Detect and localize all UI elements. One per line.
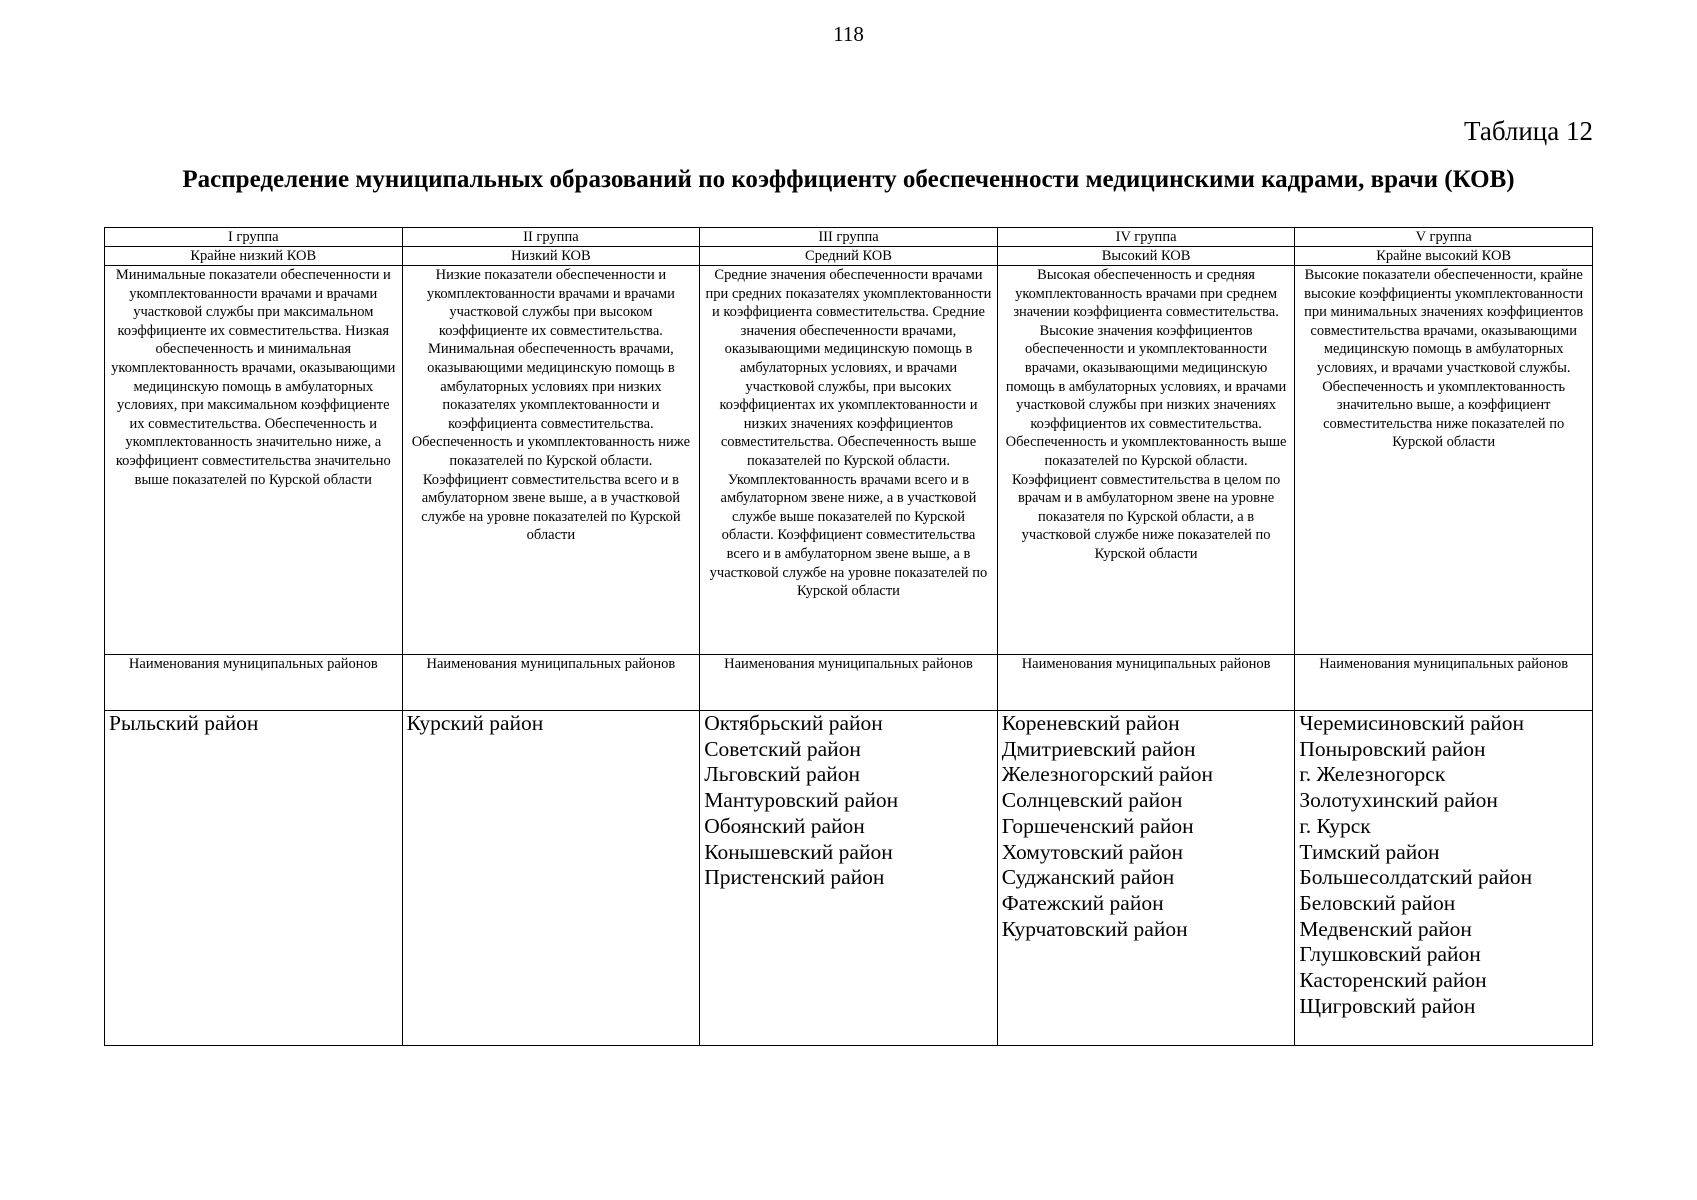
table-label: Таблица 12 — [1464, 116, 1593, 146]
names-header-cell: Наименования муниципальных районов — [105, 655, 403, 711]
names-header-cell: Наименования муниципальных районов — [1295, 655, 1593, 711]
group-description-cell: Высокая обеспеченность и средняя укомплектованность врачами при среднем значении коэффициента совместительства. Высокие значения коэффициентов обеспеченности и укомплектованности врачами, оказывающими медицинскую помощь в амбулаторных условиях, и врачами участковой службы при низких значениях коэффициентов их совместительства. Обеспеченность и укомплектованность выше показателей по Курской области. Коэффициент совместительства в целом по врачам и в амбулаторном звене на уровне показателя по Курской области, а в участковой службе ниже показателей по Курской области — [997, 266, 1295, 655]
district-item: г. Железногорск — [1299, 762, 1446, 787]
district-item: Глушковский район — [1299, 942, 1481, 967]
district-list — [1002, 711, 1291, 942]
district-item: Щигровский район — [1299, 993, 1476, 1018]
names-header-cell: Наименования муниципальных районов — [700, 655, 998, 711]
district-item: Хомутовский район — [1001, 839, 1183, 864]
district-item: Конышевский район — [704, 839, 893, 864]
district-item: Советский район — [704, 736, 861, 761]
district-item: Льговский район — [704, 762, 861, 787]
names-header-row — [105, 655, 1593, 711]
district-item: Мантуровский район — [704, 788, 899, 813]
group-name-cell: IV группа — [997, 228, 1295, 247]
district-item: Фатежский район — [1001, 890, 1164, 915]
district-item: Дмитриевский район — [1001, 736, 1196, 761]
group-level-cell: Крайне низкий КОВ — [105, 247, 403, 266]
districts-cell — [1295, 711, 1593, 1046]
district-item: Суджанский район — [1001, 865, 1175, 890]
district-item: Пристенский район — [704, 865, 885, 890]
group-name-row — [105, 228, 1593, 247]
district-item: Медвенский район — [1299, 916, 1472, 941]
district-item: Тимский район — [1299, 839, 1440, 864]
district-item: Солнцевский район — [1001, 788, 1183, 813]
district-item: г. Курск — [1299, 813, 1371, 838]
districts-cell — [105, 711, 403, 1046]
districts-cell — [700, 711, 998, 1046]
group-description-cell: Высокие показатели обеспеченности, крайне высокие коэффициенты укомплектованности при минимальных значениях коэффициентов совместительства врачами, оказывающими медицинскую помощь в амбулаторных условиях, и врачами участковой службы. Обеспеченность и укомплектованность значительно выше, а коэффициент совместительства ниже показателей по Курской области — [1295, 266, 1593, 655]
district-item: Черемисиновский район — [1299, 711, 1525, 735]
district-item: Кореневский район — [1001, 711, 1180, 735]
group-level-cell: Крайне высокий КОВ — [1295, 247, 1593, 266]
district-item: Курчатовский район — [1001, 916, 1188, 941]
group-level-row — [105, 247, 1593, 266]
group-level-cell: Высокий КОВ — [997, 247, 1295, 266]
names-header-cell: Наименования муниципальных районов — [997, 655, 1295, 711]
district-item: Горшеченский район — [1001, 813, 1194, 838]
district-item: Октябрьский район — [704, 711, 883, 735]
group-name-cell: II группа — [402, 228, 700, 247]
table-title: Распределение муниципальных образований по коэффициенту обеспеченности медицинскими кадрами, врачи (КОВ) — [182, 166, 1515, 193]
district-item: Золотухинский район — [1299, 788, 1498, 813]
group-level-cell: Низкий КОВ — [402, 247, 700, 266]
district-item: Железногорский район — [1001, 762, 1213, 787]
page-number: 118 — [833, 22, 864, 46]
groups-table — [104, 227, 1593, 1046]
district-list — [109, 711, 398, 737]
districts-row — [105, 711, 1593, 1046]
district-item: Касторенский район — [1299, 968, 1487, 993]
group-description-cell: Низкие показатели обеспеченности и укомплектованности врачами и врачами участковой службы при высоком коэффициенте их совместительства. Минимальная обеспеченность врачами, оказывающими медицинскую помощь в амбулаторных условиях при низких показателях укомплектованности и коэффициента совместительства. Обеспеченность и укомплектованность ниже показателей по Курской области. Коэффициент совместительства всего и в амбулаторном звене выше, а в участковой службе на уровне показателей по Курской области — [402, 266, 700, 655]
district-list — [407, 711, 696, 737]
district-item: Обоянский район — [704, 813, 865, 838]
names-header-cell: Наименования муниципальных районов — [402, 655, 700, 711]
district-item: Большесолдатский район — [1299, 865, 1533, 890]
group-name-cell: I группа — [105, 228, 403, 247]
group-level-cell: Средний КОВ — [700, 247, 998, 266]
district-item: Поныровский район — [1299, 736, 1486, 761]
group-description-row — [105, 266, 1593, 655]
group-description-cell: Средние значения обеспеченности врачами при средних показателях укомплектованности и коэффициента совместительства. Средние значения обеспеченности врачами, оказывающими медицинскую помощь в амбулаторных условиях, и врачами участковой службы, при высоких коэффициентах их укомплектованности и низких значениях коэффициентов совместительства. Обеспеченность выше показателей по Курской области. Укомплектованность врачами всего и в амбулаторном звене ниже, а в участковой службе выше показателей по Курской области. Коэффициент совместительства всего и в амбулаторном звене выше, а в участковой службе на уровне показателей по Курской области — [700, 266, 998, 655]
group-name-cell: V группа — [1295, 228, 1593, 247]
districts-cell — [402, 711, 700, 1046]
group-name-cell: III группа — [700, 228, 998, 247]
districts-cell — [997, 711, 1295, 1046]
district-item: Рыльский район — [109, 711, 259, 735]
district-list — [1299, 711, 1588, 1019]
district-item: Курский район — [406, 711, 544, 735]
group-description-cell: Минимальные показатели обеспеченности и укомплектованности врачами и врачами участковой службы при максимальном коэффициенте их совместительства. Низкая обеспеченность и минимальная укомплектованность врачами, оказывающими медицинскую помощь в амбулаторных условиях, при максимальном коэффициенте их совместительства. Обеспеченность и укомплектованность значительно ниже, а коэффициент совместительства значительно выше показателей по Курской области — [105, 266, 403, 655]
district-list — [704, 711, 993, 891]
district-item: Беловский район — [1299, 890, 1456, 915]
